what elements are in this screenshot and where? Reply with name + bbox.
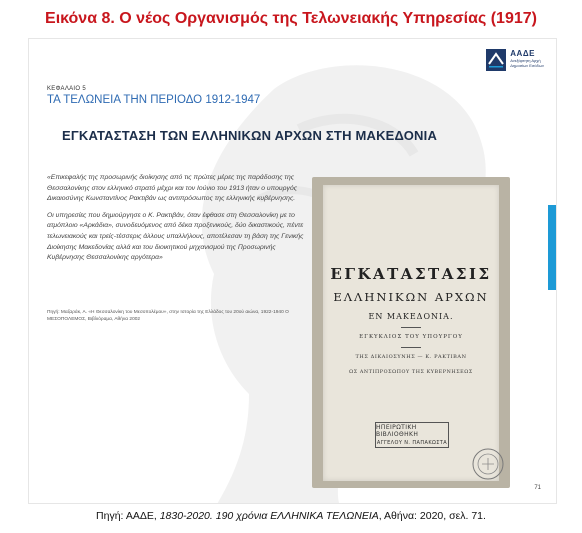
- figure-title: Εικόνα 8. Ο νέος Οργανισμός της Τελωνειακής Υπηρεσίας (1917): [45, 10, 537, 27]
- book-cover-photo: [312, 177, 510, 488]
- logo-subtitle-2: Δημοσίων Εσόδων: [510, 63, 544, 68]
- side-accent-bar: [548, 205, 556, 290]
- document-page: [28, 38, 557, 504]
- book-place: ΕΝ ΜΑΚΕΔΟΝΙΑ.: [368, 312, 454, 321]
- logo-subtitle-1: Ανεξάρτητη Αρχή: [510, 58, 541, 63]
- section-title: ΕΓΚΑΤΑΣΤΑΣΗ ΤΩΝ ΕΛΛΗΝΙΚΩΝ ΑΡΧΩΝ ΣΤΗ ΜΑΚΕΔΟΝΙΑ: [62, 128, 438, 143]
- book-subtitle-2: ΤΗΣ ΔΙΚΑΙΟΣΥΝΗΣ — Κ. ΡΑΚΤΙΒΑΝ: [355, 354, 467, 360]
- round-seal-icon: [471, 447, 505, 481]
- book-rule-2: [401, 347, 421, 348]
- logo-name: ΑΑΔΕ: [510, 49, 535, 58]
- book-cover-sheet: [323, 185, 499, 481]
- book-rule-1: [401, 327, 421, 328]
- aade-logo: [486, 49, 544, 71]
- library-stamp: [375, 422, 449, 448]
- quote-paragraph-2: Οι υπηρεσίες που δημιούργησε ο Κ. Ρακτιβάν, όταν έφθασε στη Θεσσαλονίκη με το ατμόπλοιο «Αρκάδια», συνοδευόμενος από δέκα προξενικούς, δύο δικαστικούς, πέντε τελωνειακούς και τρείς-τέσσερις άλλους υπαλλήλους, αποτέλεσαν τη βάση της Γενικής Διοίκησης Μακεδονίας αλλά και του διοικητικού μηχανισμού της Προσωρινής Κυβέρνησης Θεσσαλονίκης αργότερα»: [47, 211, 304, 262]
- source-note: Πηγή: Μαζαράκ, Α. «Η Θεσσαλονίκη του Μεσοπολέμου», στην Ιστορία της Ελλάδος του 20ού αιώνα, 1922-1940 Ο ΜΕΣΟΠΟΛΕΜΟΣ, Βιβλιόραμα, Αθήνα 2002: [47, 310, 289, 322]
- caption-prefix: Πηγή: ΑΑΔΕ,: [96, 510, 160, 522]
- chapter-label: ΚΕΦΑΛΑΙΟ 5: [47, 86, 86, 92]
- chapter-title: ΤΑ ΤΕΛΩΝΕΙΑ ΤΗΝ ΠΕΡΙΟΔΟ 1912-1947: [47, 94, 261, 106]
- caption-suffix: , Αθήνα: 2020, σελ. 71.: [378, 510, 486, 522]
- caption-book-title: 1830-2020. 190 χρόνια ΕΛΛΗΝΙΚΑ ΤΕΛΩΝΕΙΑ: [159, 510, 379, 522]
- book-subtitle-1: ΕΓΚΥΚΛΙΟΣ ΤΟΥ ΥΠΟΥΡΓΟΥ: [359, 334, 463, 340]
- page-number: 71: [534, 485, 541, 491]
- aade-logo-mark-icon: [486, 49, 506, 71]
- stamp-line-2: ΑΓΓΕΛΟΥ Ν. ΠΑΠΑΚΩΣΤΑ: [376, 440, 448, 446]
- book-title-line-1: ΕΓΚΑΤΑΣΤΑΣΙΣ: [330, 265, 492, 283]
- stamp-line-1: ΗΠΕΙΡΩΤΙΚΗ ΒΙΒΛΙΟΘΗΚΗ: [376, 424, 419, 438]
- book-subtitle-3: ΩΣ ΑΝΤΙΠΡΟΣΩΠΟΥ ΤΗΣ ΚΥΒΕΡΝΗΣΕΩΣ: [349, 370, 473, 375]
- quote-block: [47, 173, 309, 270]
- quote-paragraph-1: «Επικεφαλής της προσωρινής διοίκησης από τις πρώτες μέρες της παράδοσης της Θεσσαλονίκης στον ελληνικό στρατό μέχρι και τον Ιούνιο του 1913 ήταν ο υπουργός Δικαιοσύνης Κωνσταντίνος Ρακτιβάν ως αντιπρόσωπος της ελληνικής κυβέρνησης.: [47, 174, 298, 203]
- book-title-line-2: ΕΛΛΗΝΙΚΩΝ ΑΡΧΩΝ: [333, 290, 489, 304]
- figure-caption: [0, 510, 582, 522]
